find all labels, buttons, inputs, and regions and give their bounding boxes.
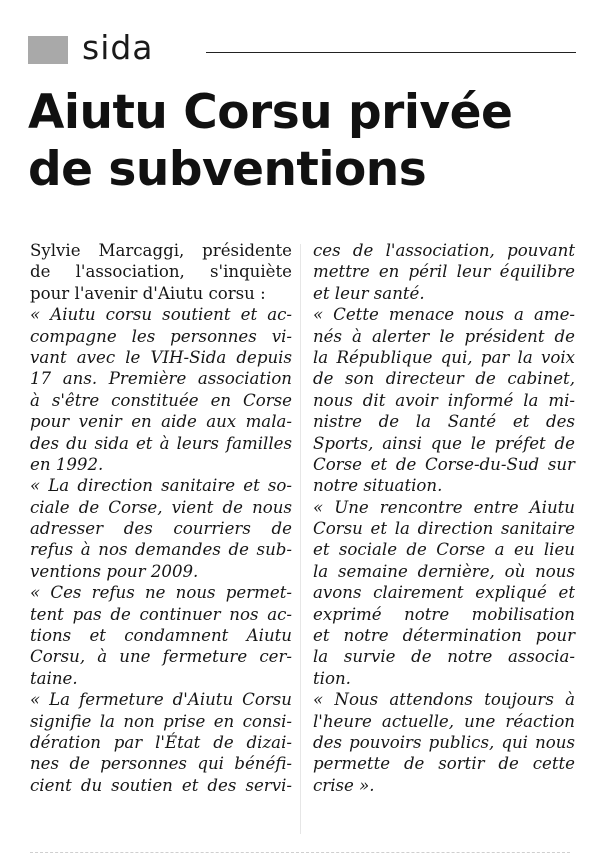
- article-line: crise ».: [313, 775, 375, 795]
- article-line: nous dit avoir informé la mi-: [313, 390, 575, 410]
- article-line: tent pas de continuer nos ac-: [30, 604, 292, 624]
- article-line: signifie la non prise en consi-: [30, 711, 292, 731]
- article-line: adresser des courriers de: [30, 519, 292, 539]
- article-line: Corsu et la direction sanitaire: [313, 519, 575, 539]
- article-line: Corsu, à une fermeture cer-: [30, 647, 292, 667]
- article-line: Sports, ainsi que le préfet de: [313, 433, 575, 453]
- article-line: exprimé notre mobilisation: [313, 604, 575, 624]
- article-line: des pouvoirs publics, qui nous: [313, 732, 575, 752]
- article-line: tions et condamnent Aiutu: [30, 626, 292, 646]
- article-line: la semaine dernière, où nous: [313, 561, 575, 581]
- article-line: à s'être constituée en Corse: [30, 390, 292, 410]
- headline-line-1: Aiutu Corsu privée: [28, 85, 513, 140]
- article-line: de l'association, s'inquiète: [30, 262, 292, 282]
- article-line: Sylvie Marcaggi, présidente: [30, 241, 292, 260]
- article-line: cient du soutien et des servi-: [30, 775, 292, 795]
- article-line: « Nous attendons toujours à: [313, 690, 575, 710]
- article-line: « Ces refus ne nous permet-: [30, 583, 292, 603]
- article-line: ventions pour 2009.: [30, 561, 199, 581]
- article-line: la survie de notre associa-: [313, 647, 575, 667]
- article-line: « Cette menace nous a ame-: [313, 305, 575, 325]
- article-line: 17 ans. Première association: [30, 369, 292, 389]
- article-line: compagne les personnes vi-: [30, 326, 292, 346]
- article-line: pour l'avenir d'Aiutu corsu :: [30, 283, 266, 303]
- article-line: vant avec le VIH-Sida depuis: [30, 347, 292, 367]
- article-line: tion.: [313, 668, 351, 688]
- article-line: et notre détermination pour: [313, 626, 575, 646]
- article-line: ces de l'association, pouvant: [313, 241, 575, 260]
- article-line: ciale de Corse, vient de nous: [30, 497, 292, 517]
- article-column-right: [313, 240, 575, 796]
- article-line: refus à nos demandes de sub-: [30, 540, 292, 560]
- article-line: la République qui, par la voix: [313, 347, 575, 367]
- headline-line-2: de subventions: [28, 142, 427, 197]
- article-line: et leur santé.: [313, 283, 425, 303]
- article-line: et sociale de Corse a eu lieu: [313, 540, 575, 560]
- article-line: taine.: [30, 668, 78, 688]
- rubric-rule: [206, 52, 576, 53]
- rubric-label: sida: [82, 28, 154, 67]
- article-line: « Aiutu corsu soutient et ac-: [30, 305, 292, 325]
- article-line: nistre de la Santé et des: [313, 412, 575, 432]
- article-line: « La direction sanitaire et so-: [30, 476, 292, 496]
- headline: [28, 84, 588, 198]
- article-line: pour venir en aide aux mala-: [30, 412, 292, 432]
- article-line: permette de sortir de cette: [313, 754, 575, 774]
- article-line: en 1992.: [30, 454, 104, 474]
- bottom-rule: [30, 852, 570, 853]
- article-line: l'heure actuelle, une réaction: [313, 711, 575, 731]
- rubric-square-marker: [28, 36, 68, 64]
- article-line: dération par l'État de dizai-: [30, 732, 292, 752]
- section-rubric: [28, 28, 576, 72]
- article-column-left: [30, 240, 292, 796]
- article-line: « La fermeture d'Aiutu Corsu: [30, 690, 292, 710]
- article-line: nés à alerter le président de: [313, 326, 575, 346]
- article-line: « Une rencontre entre Aiutu: [313, 497, 575, 517]
- article-line: nes de personnes qui bénéfi-: [30, 754, 292, 774]
- article-line: notre situation.: [313, 476, 443, 496]
- article-line: de son directeur de cabinet,: [313, 369, 575, 389]
- article-line: Corse et de Corse-du-Sud sur: [313, 454, 575, 474]
- article-line: mettre en péril leur équilibre: [313, 262, 575, 282]
- column-divider: [300, 244, 301, 834]
- article-line: avons clairement expliqué et: [313, 583, 575, 603]
- article-line: des du sida et à leurs familles: [30, 433, 292, 453]
